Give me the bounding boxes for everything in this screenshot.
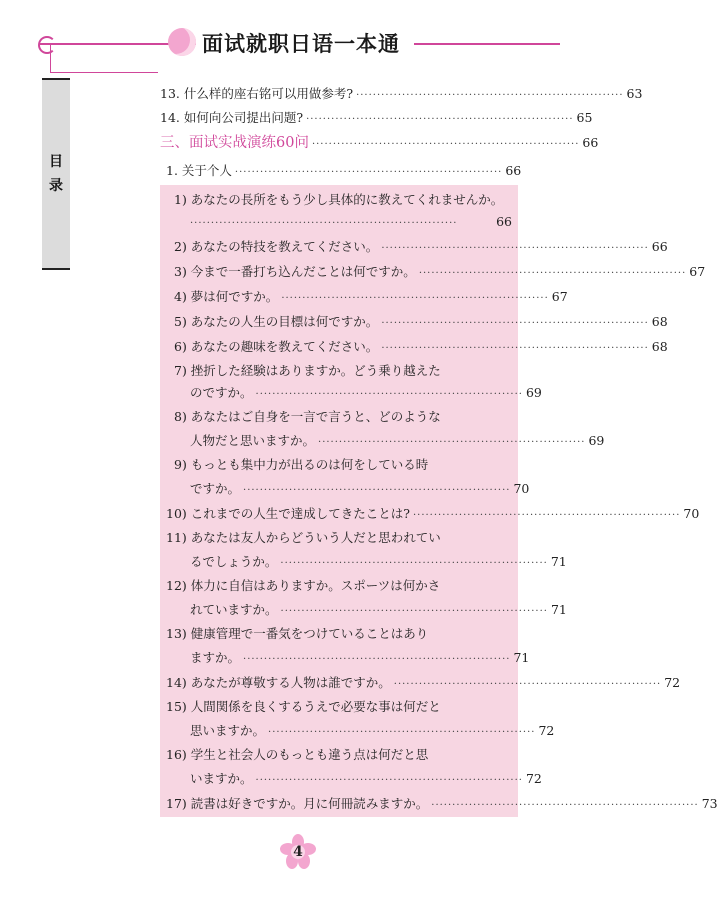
page-number: 4 xyxy=(293,844,303,860)
leader-dots: ································································ xyxy=(255,775,523,786)
toc-question[interactable]: ですか。 ································································ 70 xyxy=(190,480,512,500)
leader-dots: ································································ xyxy=(381,243,649,254)
question-text: 11) あなたは友人からどういう人だと思われてい xyxy=(166,530,441,545)
leader-dots: ································································ xyxy=(311,139,580,150)
toc-question[interactable]: 4) 夢は何ですか。 ································································ 67 xyxy=(174,288,512,308)
side-tab-top-rule xyxy=(42,78,70,80)
header-vertical-rule xyxy=(50,43,51,73)
leader-dots: ································································ xyxy=(255,389,523,400)
header-horizontal-rule xyxy=(50,72,158,73)
book-title: 面试就职日语一本通 xyxy=(196,29,414,59)
question-text: 16) 学生と社会人のもっとも違う点は何だと思 xyxy=(166,747,429,762)
toc-item[interactable]: 14. 如何向公司提出问题? ································································ 65 xyxy=(160,109,512,129)
leader-dots: ································································ xyxy=(418,268,687,279)
toc-question[interactable]: 14) あなたが尊敬する人物は誰ですか。 ································································ 72 xyxy=(166,674,512,694)
question-text: 8) あなたはご自身を一言で言うと、どのような xyxy=(174,409,441,424)
question-text: 1) あなたの長所をもう少し具体的に教えてくれませんか。 xyxy=(174,192,504,207)
toc-question[interactable]: るでしょうか。 ································································ 71 xyxy=(190,553,512,573)
toc-question[interactable]: 17) 読書は好きですか。月に何冊読みますか。 ································································ 73 xyxy=(166,795,512,815)
toc-question[interactable]: 2) あなたの特技を教えてください。 ································································ 66 xyxy=(174,238,512,258)
leader-dots: ································································ xyxy=(243,654,511,665)
question-text: 7) 挫折した経験はありますか。どう乗り越えた xyxy=(174,363,441,378)
toc-section-heading[interactable]: 三、面试实战演练60问 ································································ 66 xyxy=(160,134,512,154)
leader-dots: ································································ xyxy=(281,293,549,304)
toc-question[interactable]: ますか。 ································································ 71 xyxy=(190,649,512,669)
toc-question[interactable]: 5) あなたの人生の目標は何ですか。 ································································ 68 xyxy=(174,313,512,333)
toc-question[interactable]: 3) 今まで一番打ち込んだことは何ですか。 ································································ 67 xyxy=(174,263,512,283)
question-text: 15) 人間関係を良くするうえで必要な事は何だと xyxy=(166,699,441,714)
leader-dots: ································································ xyxy=(280,558,548,569)
toc-question[interactable]: ································································ 66 xyxy=(190,213,512,233)
leader-dots: ································································ xyxy=(431,800,699,811)
leader-dots: ································································ xyxy=(356,90,624,101)
toc-question[interactable]: 思いますか。 ································································ 72 xyxy=(190,722,512,742)
toc-question[interactable]: いますか。 ································································ 72 xyxy=(190,770,512,790)
leader-dots: ································································ xyxy=(268,727,536,738)
question-text: 13) 健康管理で一番気をつけていることはあり xyxy=(166,626,429,641)
leader-dots: ································································ xyxy=(306,114,574,125)
toc-question[interactable]: 6) あなたの趣味を教えてください。 ································································ 68 xyxy=(174,338,512,358)
leader-dots: ································································ xyxy=(381,318,649,329)
side-tab-bottom-rule xyxy=(42,268,70,270)
leader-dots: ································································ xyxy=(280,606,548,617)
crescent-moon-icon xyxy=(168,28,196,56)
leader-dots: ································································ xyxy=(190,218,458,229)
leader-dots: ································································ xyxy=(393,679,662,690)
question-text: 12) 体力に自信はありますか。スポーツは何かさ xyxy=(166,578,441,593)
leader-dots: ································································ xyxy=(234,167,503,178)
leader-dots: ································································ xyxy=(412,510,681,521)
header-curl-ornament xyxy=(38,36,56,54)
toc-question[interactable]: 人物だと思いますか。 ································································ 69 xyxy=(190,432,512,452)
leader-dots: ································································ xyxy=(243,485,511,496)
toc-item[interactable]: 1. 关于个人 ································································ 66 xyxy=(166,162,512,182)
question-text: 9) もっとも集中力が出るのは何をしている時 xyxy=(174,457,429,472)
toc-question[interactable]: のですか。 ································································ 69 xyxy=(190,384,512,404)
toc-question[interactable]: 10) これまでの人生で達成してきたことは? ································································ 70 xyxy=(166,505,512,525)
leader-dots: ································································ xyxy=(318,437,586,448)
toc-item[interactable]: 13. 什么样的座右铭可以用做参考? ································································ 63 xyxy=(160,85,512,105)
leader-dots: ································································ xyxy=(381,343,649,354)
side-tab-label: 目 录 xyxy=(49,154,63,194)
toc-question[interactable]: れていますか。 ································································ 71 xyxy=(190,601,512,621)
